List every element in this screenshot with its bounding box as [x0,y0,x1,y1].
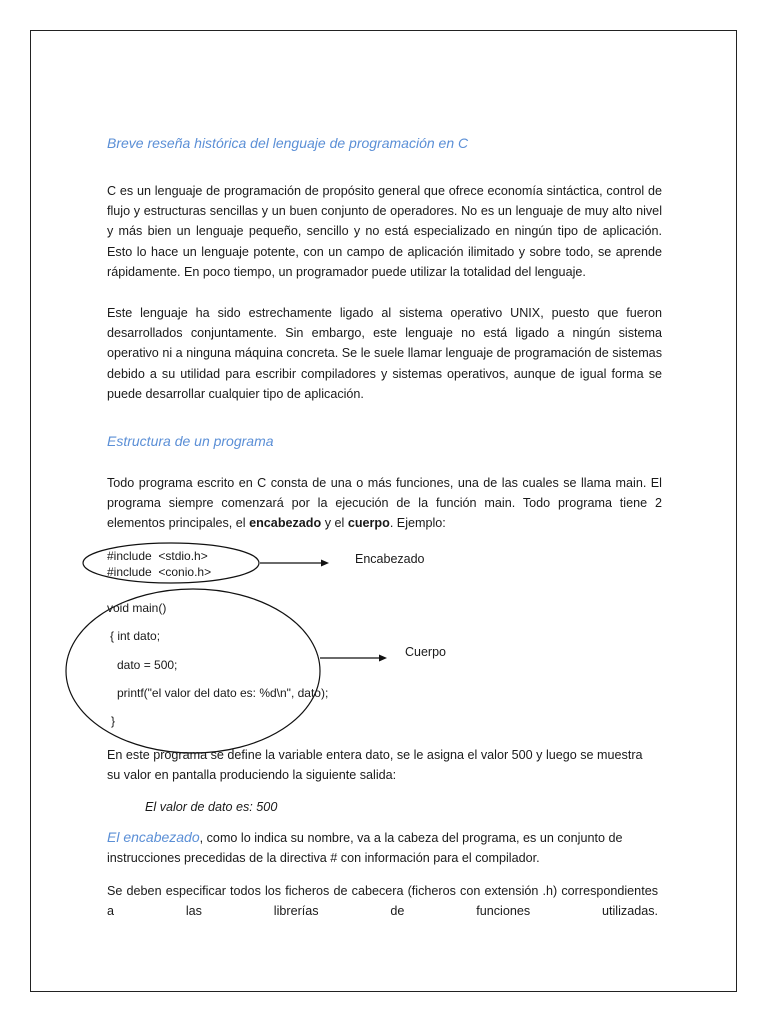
encabezado-paragraph [107,827,657,868]
intro-text: Todo programa escrito en C consta de una o más funciones, una de las cuales se llama main. El programa siempre comenzará por la ejecución de la función main. Todo programa tiene 2 elementos principales, el [107,476,662,531]
code-line-printf: printf("el valor del dato es: %d\n", dato); [117,686,329,700]
body-arrow-head [379,655,387,662]
encabezado-term: El encabezado [107,829,200,845]
header-files-paragraph: Se deben especificar todos los ficheros de cabecera (ficheros con extensión .h) correspondientes a las librerías de funciones utilizadas. [107,884,658,919]
section-title-history: Breve reseña histórica del lenguaje de programación en C [107,135,469,151]
body-ellipse [66,589,320,753]
term-encabezado: encabezado [249,516,322,531]
code-line-declare: { int dato; [110,629,161,643]
history-paragraph-1: C es un lenguaje de programación de propósito general que ofrece economía sintáctica, control de flujo y estructuras sencillas y un buen conjunto de operadores. No es un lenguaje de muy alto nivel y más bien un lenguaje pequeño, sencillo y no está especializado en ningún tipo de aplicación. Esto lo hace un lenguaje potente, con un campo de aplicación ilimitado y sobre todo, se aprende rápidamente. En poco tiempo, un programador puede utilizar la totalidad del lenguaje. [107,184,662,279]
document-page [30,30,737,992]
code-line-close: } [111,714,116,728]
intro-text-end: . Ejemplo: [389,516,446,531]
header-arrow-head [321,560,329,567]
history-paragraph-2: Este lenguaje ha sido estrechamente ligado al sistema operativo UNIX, puesto que fueron desarrollados conjuntamente. Sin embargo, este lenguaje no está ligado a ningún sistema operativo ni a ninguna máquina concreta. Se le suele llamar lenguaje de programación de sistemas debido a su utilidad para escribir compiladores y sistemas operativos, aunque de igual forma se puede desarrollar cualquier tipo de aplicación. [107,306,662,401]
code-line-main: void main() [107,601,167,615]
encabezado-description: , como lo indica su nombre, va a la cabeza del programa, es un conjunto de instrucciones precedidas de la directiva # con información para el compilador. [107,831,623,866]
include-line-conio: #include <conio.h> [107,565,212,579]
cuerpo-label: Cuerpo [405,645,446,659]
program-explanation-paragraph: En este programa se define la variable entera dato, se le asigna el valor 500 y luego se muestra su valor en pantalla produciendo la siguiente salida: [107,748,643,783]
intro-text-mid: y el [321,516,348,531]
encabezado-label: Encabezado [355,552,425,566]
code-line-assign: dato = 500; [117,658,178,672]
program-output-text: El valor de dato es: 500 [145,800,278,814]
term-cuerpo: cuerpo [347,516,390,531]
section-title-structure: Estructura de un programa [107,433,274,449]
include-line-stdio: #include <stdio.h> [107,549,208,563]
